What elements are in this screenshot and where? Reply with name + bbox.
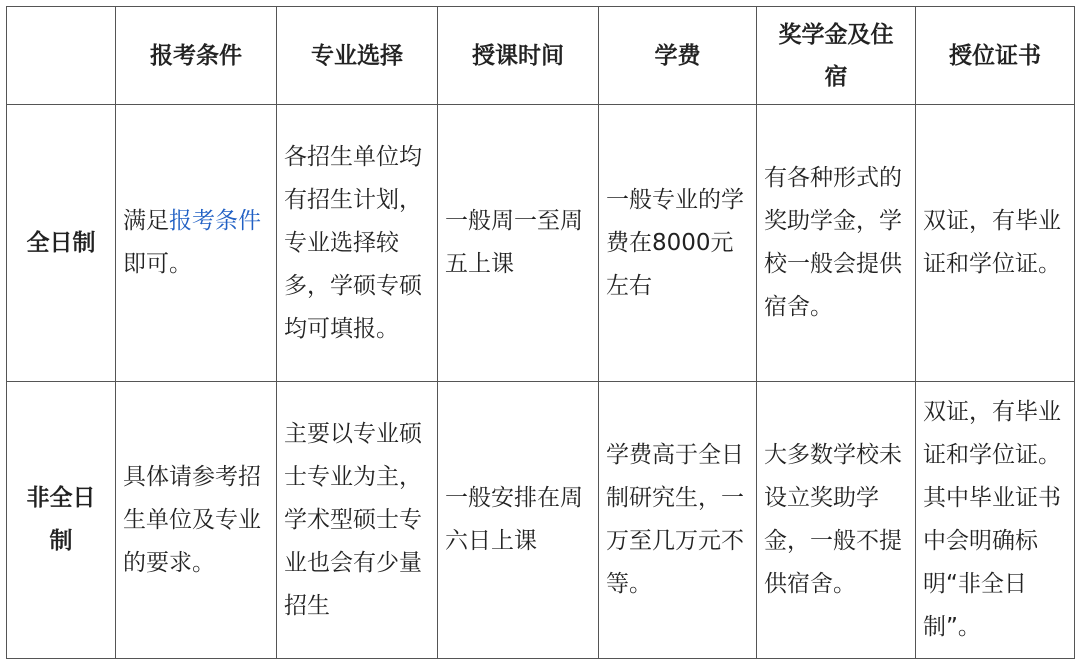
cell-certificate-parttime: 双证，有毕业证和学位证。其中毕业证书中会明确标明“非全日制”。 bbox=[916, 382, 1075, 659]
table-row-parttime bbox=[7, 382, 1075, 659]
requirements-prefix: 满足 bbox=[123, 208, 169, 234]
table-header-row bbox=[7, 7, 1075, 105]
header-corner-cell bbox=[7, 7, 116, 105]
table-row-fulltime bbox=[7, 105, 1075, 382]
cell-requirements-parttime: 具体请参考招生单位及专业的要求。 bbox=[116, 382, 277, 659]
cell-schedule-fulltime: 一般周一至周五上课 bbox=[438, 105, 599, 382]
cell-requirements-fulltime bbox=[116, 105, 277, 382]
comparison-table bbox=[6, 6, 1075, 659]
cell-scholarship-parttime: 大多数学校未设立奖助学金，一般不提供宿舍。 bbox=[757, 382, 916, 659]
row-label-parttime: 非全日制 bbox=[7, 382, 116, 659]
cell-scholarship-fulltime: 有各种形式的奖助学金，学校一般会提供宿舍。 bbox=[757, 105, 916, 382]
header-certificate: 授位证书 bbox=[916, 7, 1075, 105]
header-major: 专业选择 bbox=[277, 7, 438, 105]
header-requirements: 报考条件 bbox=[116, 7, 277, 105]
cell-tuition-parttime: 学费高于全日制研究生，一万至几万元不等。 bbox=[599, 382, 757, 659]
cell-schedule-parttime: 一般安排在周六日上课 bbox=[438, 382, 599, 659]
cell-major-parttime: 主要以专业硕士专业为主，学术型硕士专业也会有少量招生 bbox=[277, 382, 438, 659]
header-scholarship: 奖学金及住宿 bbox=[757, 7, 916, 105]
header-schedule: 授课时间 bbox=[438, 7, 599, 105]
cell-tuition-fulltime: 一般专业的学费在8000元左右 bbox=[599, 105, 757, 382]
comparison-table-container bbox=[6, 6, 1074, 658]
requirements-link[interactable]: 报考条件 bbox=[169, 208, 261, 234]
cell-certificate-fulltime: 双证，有毕业证和学位证。 bbox=[916, 105, 1075, 382]
cell-major-fulltime: 各招生单位均有招生计划，专业选择较多，学硕专硕均可填报。 bbox=[277, 105, 438, 382]
header-tuition: 学费 bbox=[599, 7, 757, 105]
requirements-suffix: 即可。 bbox=[123, 251, 192, 277]
row-label-fulltime: 全日制 bbox=[7, 105, 116, 382]
